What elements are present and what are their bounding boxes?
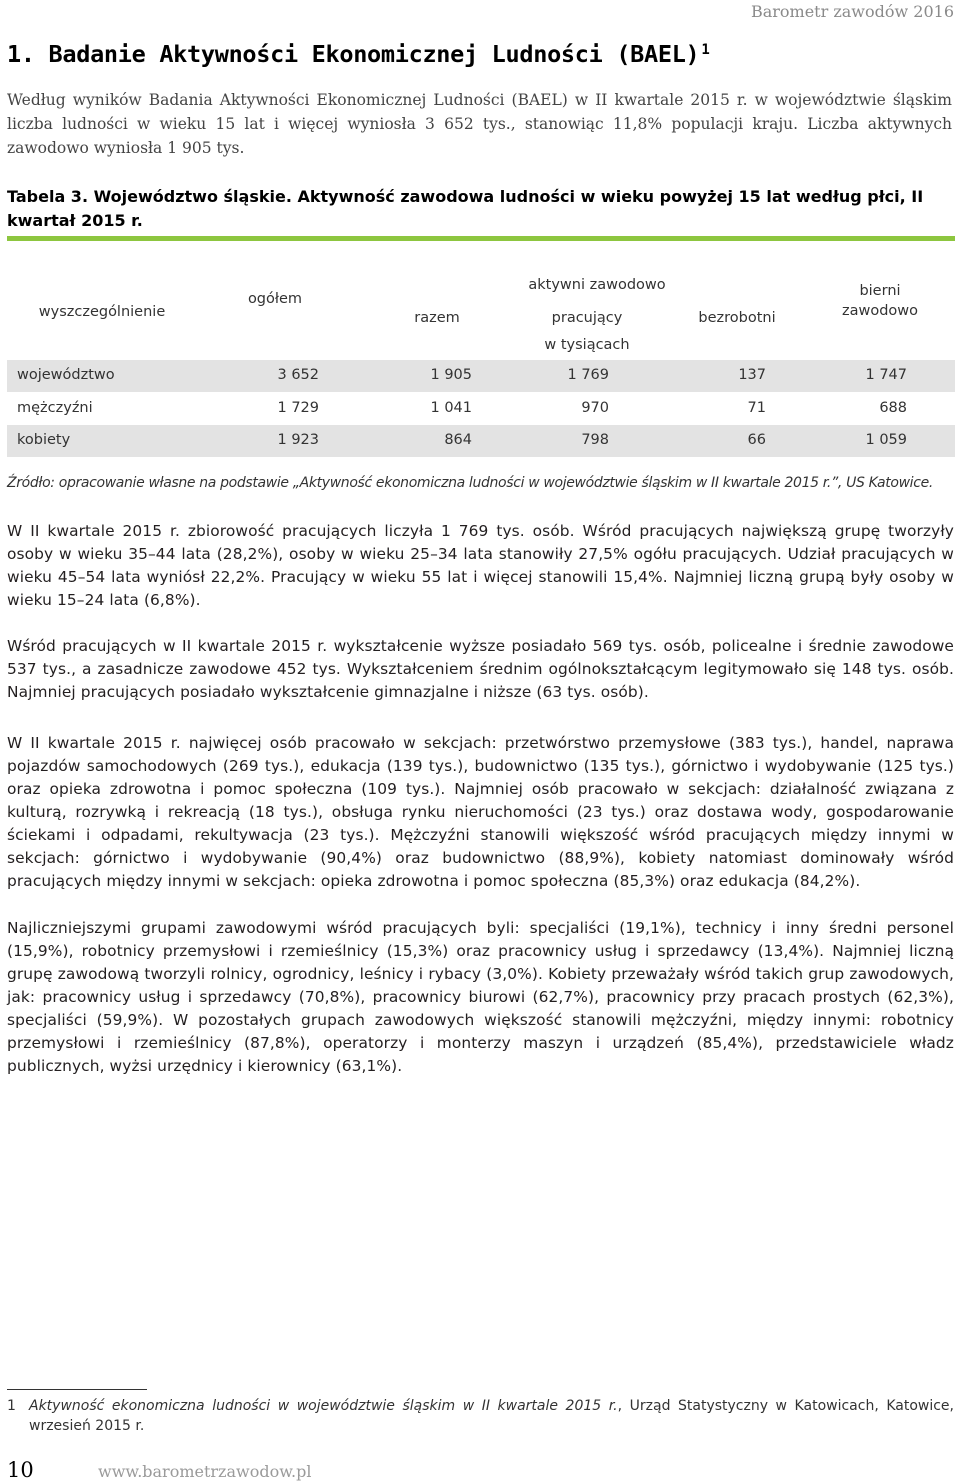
- cell-bezrobotni: 137: [738, 367, 766, 383]
- section-heading: [7, 40, 710, 68]
- footnote-divider: [7, 1389, 147, 1390]
- paragraph: Wśród pracujących w II kwartale 2015 r. wykształcenie wyższe posiadało 569 tys. osób, policealne i średnie zawodowe 537 tys., a zasadnicze zawodowe 452 tys. Wykształceniem średnim ogólnokształcącym legitymowało się 148 tys. osób. Najmniej pracujących posiadało wykształcenie gimnazjalne i niższe (63 tys. osób).: [7, 637, 954, 701]
- cell-razem: 1 041: [430, 400, 472, 416]
- website-link[interactable]: www.barometrzawodow.pl: [98, 1462, 312, 1481]
- header-bierni-zawodowo: bierni zawodowo: [841, 283, 919, 319]
- header-razem: razem: [414, 310, 460, 326]
- row-label: kobiety: [17, 432, 71, 448]
- row-label: województwo: [17, 367, 115, 383]
- row-label: mężczyźni: [17, 400, 93, 416]
- page-number: 10: [7, 1458, 34, 1482]
- footnote-reference[interactable]: 1: [701, 42, 710, 58]
- cell-ogolem: 3 652: [277, 367, 319, 383]
- header-unit: w tysiącach: [544, 337, 630, 353]
- header-ogolem: ogółem: [247, 291, 303, 307]
- cell-bezrobotni: 71: [747, 400, 766, 416]
- cell-razem: 864: [444, 432, 472, 448]
- header-pracujacy: pracujący: [551, 310, 623, 326]
- table-row: [7, 393, 955, 425]
- footnote-number: 1: [7, 1398, 16, 1414]
- table-row: [7, 360, 955, 392]
- paragraph: Najliczniejszymi grupami zawodowymi wśród pracujących byli: specjaliści (19,1%), technicy i inny średni personel (15,9%), robotnicy przemysłowi i rzemieślnicy (15,3%) oraz pracownicy usług i sprzedawcy (13,4%). Najmniej liczną grupę zawodową tworzyli rolnicy, ogrodnicy, leśnicy i rybacy (3,0%). Kobiety przeważały wśród takich grup zawodowych, jak: pracownicy usług i sprzedawcy (70,8%), pracownicy biurowi (62,7%), pracownicy przy pracach prostych (62,3%), specjaliści (59,9%). W pozostałych grupach zawodowych większość stanowili mężczyźni, między innymi: robotnicy przemysłowi i rzemieślnicy (87,8%), operatorzy i monterzy maszyn i urządzeń (85,4%), przedstawiciele władz publicznych, wyżsi urzędnicy i kierownicy (63,1%).: [7, 919, 954, 1075]
- cell-ogolem: 1 729: [277, 400, 319, 416]
- table-source: Źródło: opracowanie własne na podstawie „Aktywność ekonomiczna ludności w województwie śląskim w II kwartale 2015 r.”, US Katowice.: [7, 475, 933, 491]
- cell-pracujacy: 798: [581, 432, 609, 448]
- footnote: [7, 1396, 954, 1436]
- cell-razem: 1 905: [430, 367, 472, 383]
- cell-bierni: 1 747: [865, 367, 907, 383]
- section-title: 1. Badanie Aktywności Ekonomicznej Ludności (BAEL): [7, 40, 700, 68]
- cell-bezrobotni: 66: [747, 432, 766, 448]
- footnote-title: Aktywność ekonomiczna ludności w województwie śląskim w II kwartale 2015 r.: [29, 1398, 618, 1414]
- header-wyszczegolnienie: wyszczególnienie: [38, 304, 166, 320]
- table-top-rule: [7, 236, 955, 241]
- intro-paragraph: Według wyników Badania Aktywności Ekonomicznej Ludności (BAEL) w II kwartale 2015 r. w województwie śląskim liczba ludności w wieku 15 lat i więcej wyniosła 3 652 tys., stanowiąc 11,8% populacji kraju. Liczba aktywnych zawodowo wyniosła 1 905 tys.: [7, 91, 952, 157]
- cell-pracujacy: 1 769: [567, 367, 609, 383]
- table-header: [7, 258, 955, 358]
- cell-pracujacy: 970: [581, 400, 609, 416]
- cell-bierni: 1 059: [865, 432, 907, 448]
- footnote-rest: , Urząd Statystyczny w Katowicach, Katowice, wrzesień 2015 r.: [29, 1398, 954, 1434]
- table-caption: Tabela 3. Województwo śląskie. Aktywność zawodowa ludności w wieku powyżej 15 lat według płci, II kwartał 2015 r.: [7, 187, 924, 230]
- cell-ogolem: 1 923: [277, 432, 319, 448]
- footnote-text: [29, 1396, 954, 1436]
- header-bezrobotni: bezrobotni: [698, 310, 776, 326]
- table-row: [7, 425, 955, 457]
- paragraph: W II kwartale 2015 r. zbiorowość pracujących liczyła 1 769 tys. osób. Wśród pracujących największą grupę tworzyły osoby w wieku 35–44 lata (28,2%), osoby w wieku 25–34 lata stanowiły 27,5% ogółu pracujących. Udział pracujących w wieku 45–54 lata wyniósł 22,2%. Pracujący w wieku 55 lat i więcej stanowili 15,4%. Najmniej liczną grupą były osoby w wieku 15–24 lata (6,8%).: [7, 522, 954, 609]
- cell-bierni: 688: [879, 400, 907, 416]
- header-aktywni-zawodowo: aktywni zawodowo: [528, 277, 666, 293]
- running-header: Barometr zawodów 2016: [750, 2, 954, 21]
- paragraph: W II kwartale 2015 r. najwięcej osób pracowało w sekcjach: przetwórstwo przemysłowe (383 tys.), handel, naprawa pojazdów samochodowych (269 tys.), edukacja (139 tys.), budownictwo (135 tys.), górnictwo i wydobywanie (125 tys.) oraz opieka zdrowotna i pomoc społeczna (109 tys.). Najmniej osób pracowało w sekcjach: działalność związana z kulturą, rozrywką i rekreacją (18 tys.), obsługa rynku nieruchomości (23 tys.) oraz dostawa wody, gospodarowanie ściekami i odpadami, rekultywacja (23 tys.). Mężczyźni stanowili większość wśród pracujących między innymi w sekcjach: górnictwo i wydobywanie (90,4%) oraz budownictwo (88,9%), kobiety natomiast dominowały wśród pracujących między innymi w sekcjach: opieka zdrowotna i pomoc społeczna (85,3%) oraz edukacja (84,2%).: [7, 734, 954, 890]
